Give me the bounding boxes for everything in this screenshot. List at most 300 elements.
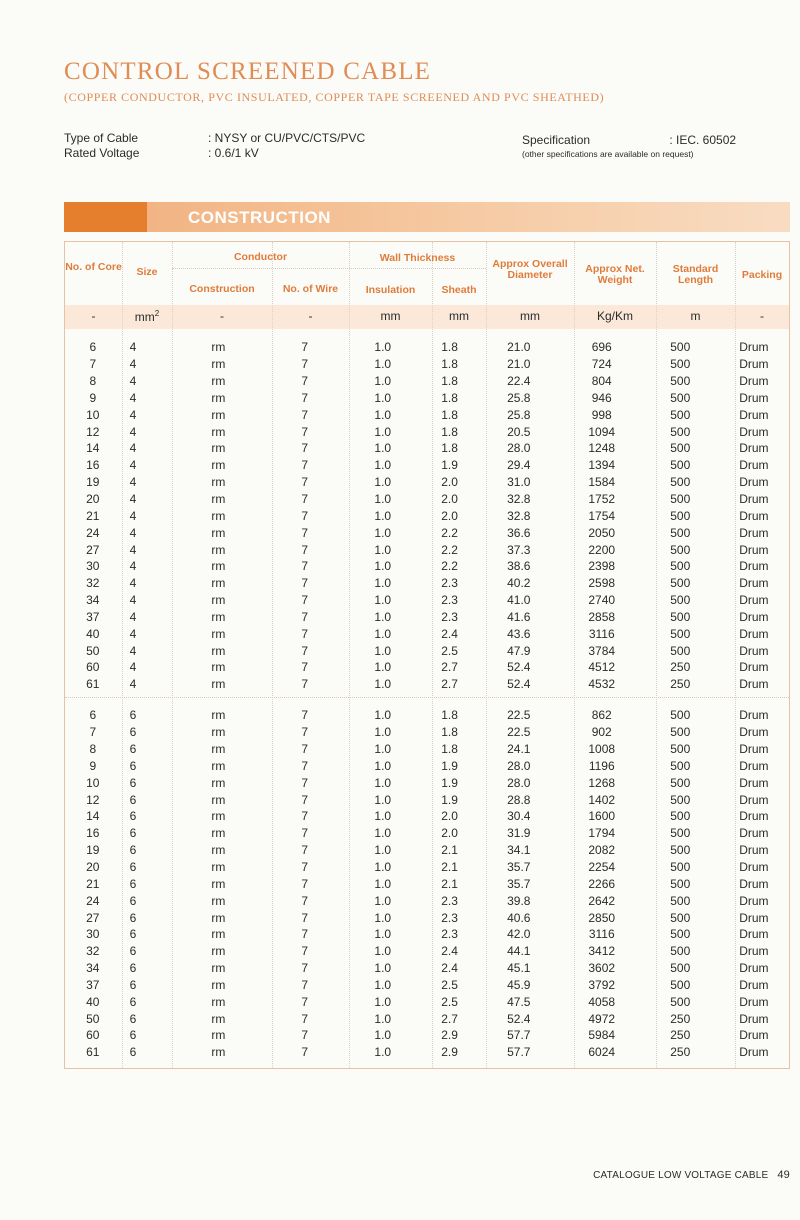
cell-packing: Drum [739, 660, 769, 675]
cell-weight: 2082 [588, 843, 616, 858]
cell-packing: Drum [739, 424, 769, 439]
cell-length: 500 [670, 374, 691, 389]
cell-no-of-core: 37 [86, 977, 100, 992]
cell-sheath: 2.0 [441, 826, 458, 841]
header-insulation: Insulation [365, 284, 416, 296]
cell-no-of-core: 50 [86, 643, 100, 658]
cell-insulation: 1.0 [374, 340, 392, 355]
cell-length: 500 [670, 441, 691, 456]
cell-diameter: 28.0 [507, 758, 531, 773]
cell-size: 4 [129, 390, 137, 405]
cell-construction: rm [211, 792, 226, 807]
cell-no-of-core: 61 [86, 677, 100, 692]
cell-insulation: 1.0 [374, 977, 392, 992]
cell-diameter: 52.4 [507, 1011, 531, 1026]
cell-insulation: 1.0 [374, 525, 392, 540]
cell-diameter: 24.1 [507, 742, 531, 757]
cell-construction: rm [211, 441, 226, 456]
cell-length: 500 [670, 626, 691, 641]
cell-construction: rm [211, 809, 226, 824]
cell-no-of-core: 7 [89, 725, 97, 740]
cell-no-of-core: 9 [89, 390, 97, 405]
cell-sheath: 2.9 [441, 1045, 458, 1060]
cell-construction: rm [211, 407, 226, 422]
cell-no-of-wire: 7 [301, 977, 309, 992]
cell-packing: Drum [739, 677, 769, 692]
cell-size: 6 [129, 944, 137, 959]
cell-weight: 2850 [588, 910, 616, 925]
cell-packing: Drum [739, 843, 769, 858]
cell-insulation: 1.0 [374, 792, 392, 807]
cell-packing: Drum [739, 508, 769, 523]
cell-packing: Drum [739, 390, 769, 405]
table-row [65, 609, 789, 626]
cell-diameter: 45.1 [507, 961, 531, 976]
cell-no-of-core: 34 [86, 961, 100, 976]
header-packing: Packing [741, 269, 783, 281]
cell-packing: Drum [739, 725, 769, 740]
cell-packing: Drum [739, 357, 769, 372]
specification-value: : IEC. 60502 [669, 133, 737, 147]
cell-sheath: 2.3 [441, 910, 458, 925]
cell-size: 6 [129, 775, 137, 790]
page-number: 49 [777, 1169, 790, 1181]
cell-no-of-wire: 7 [301, 994, 309, 1009]
header-net-weight: Approx Net. Weight [585, 263, 645, 286]
cell-construction: rm [211, 643, 226, 658]
cell-length: 500 [670, 593, 691, 608]
cell-diameter: 31.0 [507, 475, 531, 490]
cell-sheath: 1.8 [441, 424, 458, 439]
cell-packing: Drum [739, 708, 769, 723]
cell-no-of-core: 16 [86, 826, 100, 841]
header-construction: Construction [189, 283, 255, 295]
table-row [65, 791, 789, 808]
cell-weight: 724 [591, 357, 612, 372]
cell-length: 500 [670, 860, 691, 875]
cell-sheath: 2.7 [441, 677, 458, 692]
cell-no-of-core: 34 [86, 593, 100, 608]
cell-packing: Drum [739, 994, 769, 1009]
cell-no-of-wire: 7 [301, 559, 309, 574]
unit-no-of-wire: - [308, 309, 313, 323]
cell-size: 6 [129, 843, 137, 858]
cell-length: 500 [670, 576, 691, 591]
cell-insulation: 1.0 [374, 742, 392, 757]
cell-diameter: 40.2 [507, 576, 531, 591]
cell-size: 4 [129, 357, 137, 372]
cell-size: 6 [129, 910, 137, 925]
cell-insulation: 1.0 [374, 492, 392, 507]
table-row [65, 373, 789, 390]
cell-construction: rm [211, 542, 226, 557]
cell-packing: Drum [739, 826, 769, 841]
cell-construction: rm [211, 893, 226, 908]
cell-no-of-core: 6 [89, 340, 97, 355]
cell-no-of-core: 14 [86, 441, 100, 456]
cell-packing: Drum [739, 441, 769, 456]
type-of-cable-value: : NYSY or CU/PVC/CTS/PVC [208, 131, 366, 145]
cell-sheath: 2.2 [441, 559, 458, 574]
cell-diameter: 40.6 [507, 910, 531, 925]
cell-size: 6 [129, 994, 137, 1009]
cell-packing: Drum [739, 927, 769, 942]
page-subtitle: (COPPER CONDUCTOR, PVC INSULATED, COPPER TAPE SCREENED AND PVC SHEATHED) [64, 90, 605, 104]
cell-no-of-wire: 7 [301, 609, 309, 624]
table-row [65, 524, 789, 541]
cell-length: 500 [670, 458, 691, 473]
cell-no-of-wire: 7 [301, 390, 309, 405]
cell-sheath: 2.4 [441, 944, 458, 959]
table-row [65, 642, 789, 659]
cell-sheath: 1.8 [441, 357, 458, 372]
cell-no-of-wire: 7 [301, 1028, 309, 1043]
cell-construction: rm [211, 492, 226, 507]
cell-length: 500 [670, 809, 691, 824]
cell-length: 500 [670, 742, 691, 757]
cell-sheath: 2.3 [441, 609, 458, 624]
cell-no-of-wire: 7 [301, 357, 309, 372]
cell-construction: rm [211, 424, 226, 439]
cell-no-of-wire: 7 [301, 826, 309, 841]
cell-length: 500 [670, 775, 691, 790]
cell-no-of-wire: 7 [301, 1011, 309, 1026]
cell-weight: 4058 [588, 994, 616, 1009]
cell-size: 4 [129, 525, 137, 540]
cell-no-of-core: 37 [86, 609, 100, 624]
cell-packing: Drum [739, 626, 769, 641]
cell-construction: rm [211, 775, 226, 790]
cell-weight: 5984 [588, 1028, 616, 1043]
cell-packing: Drum [739, 742, 769, 757]
unit-length: m [690, 309, 701, 323]
cell-size: 6 [129, 708, 137, 723]
page-title: CONTROL SCREENED CABLE [64, 58, 432, 85]
cell-diameter: 47.9 [507, 643, 531, 658]
cell-weight: 2740 [588, 593, 616, 608]
cell-size: 4 [129, 677, 137, 692]
group-divider [65, 697, 789, 698]
cell-diameter: 20.5 [507, 424, 531, 439]
cell-size: 6 [129, 725, 137, 740]
cell-length: 500 [670, 609, 691, 624]
cell-sheath: 2.1 [441, 843, 458, 858]
cell-no-of-core: 61 [86, 1045, 100, 1060]
cell-diameter: 28.0 [507, 775, 531, 790]
cell-length: 500 [670, 826, 691, 841]
cell-construction: rm [211, 927, 226, 942]
cell-no-of-wire: 7 [301, 708, 309, 723]
cell-no-of-core: 40 [86, 994, 100, 1009]
cell-diameter: 32.8 [507, 492, 531, 507]
table-row [65, 440, 789, 457]
cell-packing: Drum [739, 1011, 769, 1026]
cell-no-of-core: 30 [86, 927, 100, 942]
cell-construction: rm [211, 1011, 226, 1026]
table-row [65, 491, 789, 508]
cell-no-of-core: 20 [86, 860, 100, 875]
cell-packing: Drum [739, 475, 769, 490]
cell-sheath: 2.3 [441, 593, 458, 608]
section-title: CONSTRUCTION [188, 208, 331, 227]
cell-insulation: 1.0 [374, 893, 392, 908]
cell-insulation: 1.0 [374, 407, 392, 422]
cell-sheath: 2.9 [441, 1028, 458, 1043]
cell-no-of-wire: 7 [301, 742, 309, 757]
cable-specs-right [522, 133, 736, 161]
table-row [65, 909, 789, 926]
banner-accent-block [64, 202, 147, 232]
cell-weight: 1008 [588, 742, 616, 757]
table-row [65, 339, 789, 356]
cell-construction: rm [211, 843, 226, 858]
header-overall-diameter: Approx Overall Diameter [492, 258, 568, 281]
cell-size: 6 [129, 826, 137, 841]
cell-diameter: 35.7 [507, 876, 531, 891]
cell-weight: 1402 [588, 792, 616, 807]
cell-insulation: 1.0 [374, 860, 392, 875]
unit-packing: - [760, 309, 764, 323]
cable-specs-left [64, 131, 365, 161]
cell-sheath: 2.0 [441, 508, 458, 523]
cell-insulation: 1.0 [374, 944, 392, 959]
table-row [65, 507, 789, 524]
cell-length: 500 [670, 407, 691, 422]
cell-no-of-core: 32 [86, 944, 100, 959]
cell-no-of-core: 60 [86, 660, 100, 675]
cell-length: 500 [670, 994, 691, 1009]
table-row [65, 356, 789, 373]
cell-construction: rm [211, 1045, 226, 1060]
cell-insulation: 1.0 [374, 826, 392, 841]
cell-insulation: 1.0 [374, 626, 392, 641]
cell-construction: rm [211, 559, 226, 574]
cell-sheath: 2.0 [441, 475, 458, 490]
cell-length: 500 [670, 758, 691, 773]
cell-insulation: 1.0 [374, 910, 392, 925]
cell-weight: 1268 [588, 775, 616, 790]
cell-no-of-wire: 7 [301, 927, 309, 942]
cell-insulation: 1.0 [374, 643, 392, 658]
cell-size: 4 [129, 374, 137, 389]
cell-packing: Drum [739, 893, 769, 908]
cell-size: 6 [129, 742, 137, 757]
cell-weight: 2598 [588, 576, 616, 591]
cell-sheath: 2.7 [441, 660, 458, 675]
cell-weight: 998 [591, 407, 612, 422]
cell-no-of-wire: 7 [301, 944, 309, 959]
cell-no-of-wire: 7 [301, 492, 309, 507]
cell-insulation: 1.0 [374, 441, 392, 456]
cell-no-of-core: 19 [86, 475, 100, 490]
cell-insulation: 1.0 [374, 559, 392, 574]
cell-no-of-core: 6 [89, 708, 97, 723]
unit-sheath: mm [449, 309, 469, 323]
cell-weight: 4972 [588, 1011, 616, 1026]
cell-packing: Drum [739, 944, 769, 959]
cell-no-of-wire: 7 [301, 843, 309, 858]
cell-length: 500 [670, 977, 691, 992]
table-row [65, 842, 789, 859]
cell-insulation: 1.0 [374, 660, 392, 675]
table-row [65, 457, 789, 474]
cell-construction: rm [211, 944, 226, 959]
cell-length: 500 [670, 340, 691, 355]
cell-diameter: 43.6 [507, 626, 531, 641]
cell-no-of-wire: 7 [301, 508, 309, 523]
cell-no-of-core: 16 [86, 458, 100, 473]
cell-no-of-wire: 7 [301, 576, 309, 591]
cell-no-of-wire: 7 [301, 1045, 309, 1060]
cell-weight: 3412 [588, 944, 616, 959]
cell-insulation: 1.0 [374, 390, 392, 405]
cell-no-of-core: 10 [86, 775, 100, 790]
catalogue-name: CATALOGUE LOW VOLTAGE CABLE [593, 1170, 769, 1181]
cell-sheath: 2.1 [441, 876, 458, 891]
cell-diameter: 39.8 [507, 893, 531, 908]
cell-no-of-wire: 7 [301, 441, 309, 456]
cell-packing: Drum [739, 1045, 769, 1060]
cell-insulation: 1.0 [374, 609, 392, 624]
cell-length: 500 [670, 475, 691, 490]
cell-weight: 1196 [588, 758, 615, 773]
cell-packing: Drum [739, 458, 769, 473]
cell-length: 250 [670, 1045, 691, 1060]
cell-length: 500 [670, 424, 691, 439]
cell-size: 6 [129, 893, 137, 908]
cell-sheath: 1.8 [441, 407, 458, 422]
cell-insulation: 1.0 [374, 1028, 392, 1043]
cell-insulation: 1.0 [374, 876, 392, 891]
cell-insulation: 1.0 [374, 542, 392, 557]
header-sub-divider [172, 268, 486, 269]
cell-length: 500 [670, 525, 691, 540]
table-row [65, 724, 789, 741]
cell-no-of-core: 7 [89, 357, 97, 372]
cell-insulation: 1.0 [374, 677, 392, 692]
cell-no-of-wire: 7 [301, 340, 309, 355]
cell-sheath: 2.3 [441, 576, 458, 591]
cell-construction: rm [211, 357, 226, 372]
cell-diameter: 21.0 [507, 340, 531, 355]
header-conductor: Conductor [233, 251, 288, 263]
table-row [65, 741, 789, 758]
cell-diameter: 28.0 [507, 441, 531, 456]
cell-size: 6 [129, 876, 137, 891]
cell-no-of-wire: 7 [301, 775, 309, 790]
cell-weight: 3116 [588, 927, 615, 942]
cell-weight: 2050 [588, 525, 616, 540]
cell-insulation: 1.0 [374, 927, 392, 942]
table-row [65, 993, 789, 1010]
cell-length: 500 [670, 893, 691, 908]
cell-size: 6 [129, 927, 137, 942]
cell-insulation: 1.0 [374, 758, 392, 773]
cell-length: 500 [670, 725, 691, 740]
cell-weight: 1752 [588, 492, 616, 507]
cell-size: 4 [129, 508, 137, 523]
cell-construction: rm [211, 475, 226, 490]
cell-weight: 2266 [588, 876, 616, 891]
cell-weight: 2858 [588, 609, 616, 624]
cell-weight: 1600 [588, 809, 616, 824]
cell-packing: Drum [739, 407, 769, 422]
table-row [65, 423, 789, 440]
cell-length: 250 [670, 1011, 691, 1026]
cell-no-of-core: 21 [86, 876, 100, 891]
table-row [65, 859, 789, 876]
cell-insulation: 1.0 [374, 424, 392, 439]
cell-insulation: 1.0 [374, 775, 392, 790]
table-row [65, 592, 789, 609]
section-banner [64, 202, 790, 232]
cell-weight: 1794 [588, 826, 616, 841]
cell-length: 500 [670, 792, 691, 807]
header-no-of-core: No. of Core [65, 261, 122, 273]
cell-no-of-wire: 7 [301, 910, 309, 925]
cell-construction: rm [211, 725, 226, 740]
cell-length: 500 [670, 508, 691, 523]
cell-diameter: 34.1 [507, 843, 531, 858]
cell-construction: rm [211, 626, 226, 641]
cell-sheath: 2.2 [441, 542, 458, 557]
cell-weight: 2254 [588, 860, 616, 875]
cell-sheath: 1.9 [441, 792, 458, 807]
cell-size: 4 [129, 576, 137, 591]
cell-diameter: 25.8 [507, 407, 531, 422]
cell-size: 6 [129, 758, 137, 773]
cell-construction: rm [211, 977, 226, 992]
cell-size: 4 [129, 424, 137, 439]
cell-sheath: 1.8 [441, 441, 458, 456]
table-row [65, 707, 789, 724]
cell-construction: rm [211, 576, 226, 591]
cell-sheath: 1.9 [441, 758, 458, 773]
cell-size: 4 [129, 458, 137, 473]
cell-construction: rm [211, 758, 226, 773]
table-row [65, 892, 789, 909]
cell-sheath: 2.0 [441, 809, 458, 824]
cell-length: 250 [670, 660, 691, 675]
cell-diameter: 35.7 [507, 860, 531, 875]
table-row [65, 625, 789, 642]
cell-packing: Drum [739, 758, 769, 773]
cell-weight: 3116 [588, 626, 615, 641]
cell-insulation: 1.0 [374, 458, 392, 473]
table-row [65, 977, 789, 994]
cell-sheath: 2.3 [441, 927, 458, 942]
cell-length: 500 [670, 643, 691, 658]
cell-sheath: 2.3 [441, 893, 458, 908]
cell-packing: Drum [739, 340, 769, 355]
rated-voltage-label: Rated Voltage [64, 146, 140, 160]
cell-construction: rm [211, 340, 226, 355]
cell-packing: Drum [739, 559, 769, 574]
cell-no-of-core: 20 [86, 492, 100, 507]
specification-label: Specification [522, 133, 591, 147]
cell-construction: rm [211, 677, 226, 692]
cell-packing: Drum [739, 961, 769, 976]
cell-packing: Drum [739, 860, 769, 875]
cell-diameter: 25.8 [507, 390, 531, 405]
table-row [65, 808, 789, 825]
cell-no-of-core: 8 [89, 374, 97, 389]
cell-size: 4 [129, 407, 137, 422]
cell-packing: Drum [739, 809, 769, 824]
cell-sheath: 1.8 [441, 725, 458, 740]
cell-weight: 804 [591, 374, 612, 389]
cell-no-of-wire: 7 [301, 643, 309, 658]
